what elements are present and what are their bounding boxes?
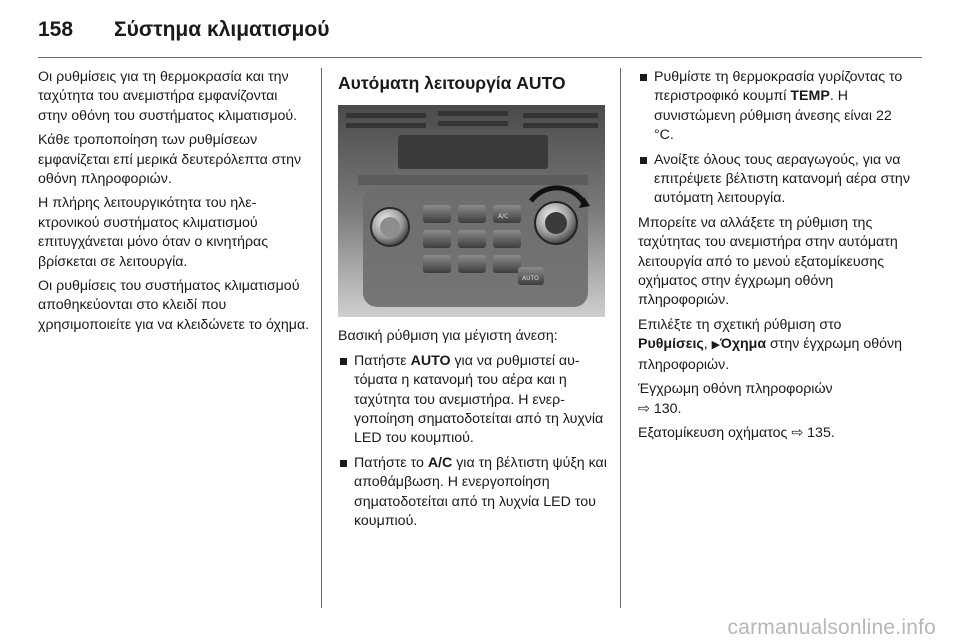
paragraph-display-settings: Οι ρυθμίσεις για τη θερμοκρασία και την ταχύτητα του ανεμιστήρα εμφανίζονται στην οθόνη του συστήματος κλιματισμού. (38, 69, 298, 124)
menu-settings: Ρυθμίσεις (638, 336, 704, 353)
key-ac: A/C (427, 454, 453, 471)
auto-button-label: AUTO (522, 275, 539, 283)
section-title-auto: Αυτόματη λειτουργία AUTO (338, 73, 566, 93)
reference-arrow-icon: ⇨ (638, 400, 650, 417)
bullet-text: . Η συνιστώμενη ρύθμιση άνεσης είναι 22 °C. (654, 88, 892, 144)
header-divider (38, 57, 922, 58)
paragraph-text: στην έγχρωμη οθόνη πληροφοριών. (638, 336, 902, 373)
watermark: carmanualsonline.info (727, 616, 936, 639)
menu-arrow-icon: ▶ (711, 339, 721, 352)
paragraph-select-setting (638, 316, 910, 375)
column-right (638, 68, 910, 448)
bullet-text: για να ρυθμιστεί αυτόματα η κατανομή του αέρα και η ταχύτητα του ανεμιστήρα. Η ενεργοποίηση σηματοδοτείται από τη λυχνία LED του κουμπιού. (354, 352, 604, 447)
reference-page: 130. (649, 400, 682, 417)
bullet-press-auto (338, 352, 608, 449)
paragraph-text: Επιλέξτε τη σχετική ρύθμιση στο (638, 316, 842, 333)
climate-control-photo (338, 105, 605, 317)
menu-vehicle: Όχημα (720, 336, 767, 353)
key-temp: TEMP (790, 88, 830, 105)
bullet-press-ac (338, 454, 608, 532)
page-header (38, 14, 924, 50)
key-auto: AUTO (410, 352, 451, 369)
column-middle (338, 68, 608, 536)
page-number: 158 (38, 18, 74, 41)
reference-personalization (638, 424, 910, 443)
bullet-text: Ρυθμίστε τη θερμοκρασία γυρίζοντας το περιστροφικό κουμπί (654, 69, 903, 105)
paragraph-info-display: Κάθε τροποποίηση των ρυθμίσεων εμφανίζεται επί μερικά δευτερόλεπτα στην οθόνη πληροφοριών. (38, 132, 302, 188)
ac-button-label: A/C (498, 213, 509, 221)
paragraph-full-function: Η πλήρης λειτουργικότητα του ηλεκτρονικού συστήματος κλιματισμού επιτυγχάνεται μόνο όταν ο κινητήρας βρίσκεται σε λειτουργία. (38, 195, 269, 270)
paragraph-fan-speed: Μπορείτε να αλλάξετε τη ρύθμιση της ταχύτητας του ανεμιστήρα στην αυτόματη λειτουργία από το μενού εξατομίκευσης οχήματος στην έγχρωμη οθόνη πληροφοριών. (638, 214, 898, 309)
separator: , (703, 336, 712, 353)
reference-text: Εξατομίκευση οχήματος (638, 424, 792, 441)
column-left (38, 68, 310, 340)
bullet-text: Πατήστε (354, 352, 411, 369)
reference-color-display (638, 380, 910, 419)
reference-text: Έγχρωμη οθόνη πληροφοριών (638, 381, 833, 398)
column-divider-2 (620, 68, 621, 608)
reference-arrow-icon: ⇨ (791, 424, 804, 441)
bullet-text: Πατήστε το (354, 454, 428, 471)
paragraph-basic-setting: Βασική ρύθμιση για μέγιστη άνεση: (338, 328, 558, 345)
bullet-set-temp (638, 68, 910, 146)
bullet-open-vents: Ανοίξτε όλους τους αεραγωγούς, για να επιτρέψετε βέλτιστη κατανομή αέρα στην αυτόματη λειτουργία. (638, 151, 910, 209)
paragraph-key-memory: Οι ρυθμίσεις του συστήματος κλιματισμού αποθηκεύονται στο κλειδί που χρησιμοποιείτε για να κλειδώνετε το όχημα. (38, 278, 310, 333)
column-divider-1 (321, 68, 322, 608)
bullet-text: για τη βέλτιστη ψύξη και αποθάμβωση. Η ενεργοποίηση σηματοδοτείται από τη λυχνία LED του κουμπιού. (354, 454, 607, 530)
page-title: Σύστημα κλιματισμού (114, 18, 330, 41)
reference-page: 135. (803, 424, 835, 441)
